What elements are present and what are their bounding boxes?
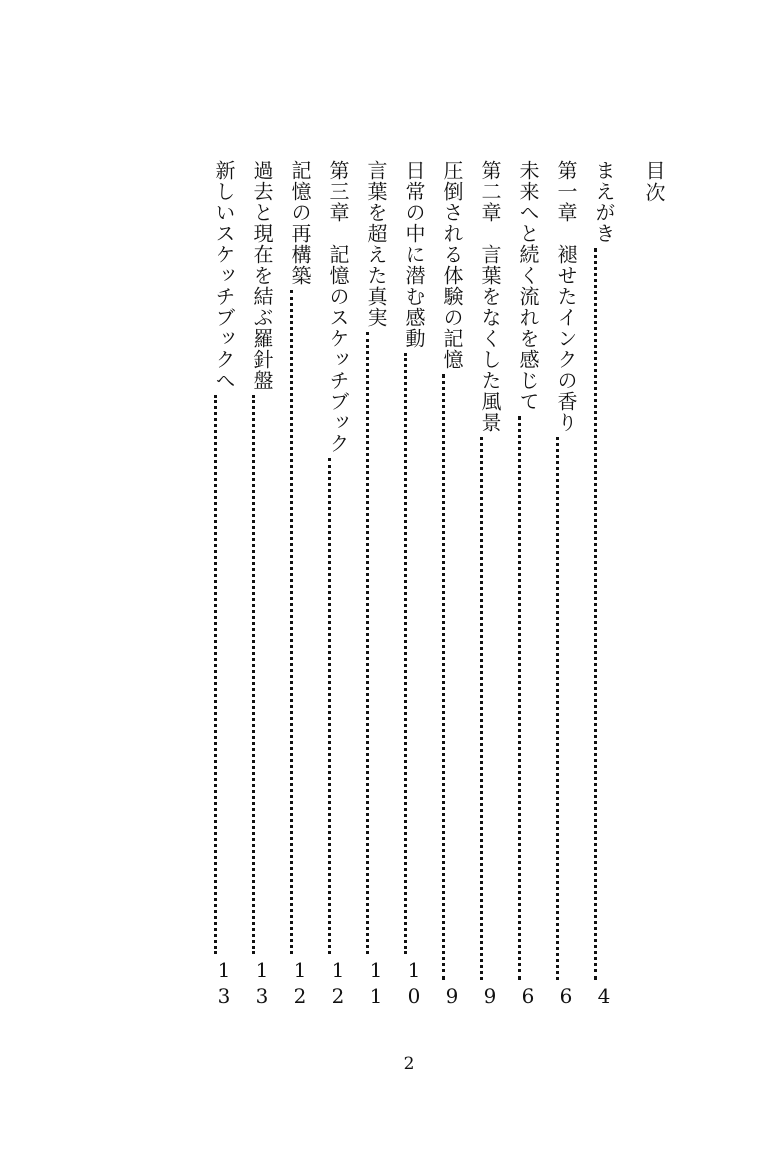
toc-dot-leader	[290, 290, 310, 954]
toc-entry-title: 日常の中に潜む感動	[402, 160, 426, 349]
toc-dot-leader	[328, 458, 348, 954]
toc-dot-leader	[214, 395, 234, 954]
toc-entry-page: 4	[592, 984, 616, 1010]
toc-entry	[556, 160, 576, 1010]
toc-entry-page: 11	[364, 958, 388, 1010]
toc-entry-title: 第一章 褪せたインクの香り	[554, 160, 578, 433]
toc-entry	[442, 160, 462, 1010]
table-of-contents	[196, 160, 664, 1010]
toc-dot-leader	[556, 437, 576, 980]
toc-entry	[252, 160, 272, 1010]
toc-entry	[480, 160, 500, 1010]
toc-entry-page: 6	[516, 984, 540, 1010]
toc-entry-title: まえがき	[592, 160, 616, 244]
toc-entry-page: 10	[402, 958, 426, 1010]
toc-entry	[594, 160, 614, 1010]
toc-entry	[214, 160, 234, 1010]
toc-dot-leader	[252, 395, 272, 954]
toc-dot-leader	[594, 248, 614, 980]
page-number: 2	[403, 1054, 415, 1074]
toc-entry-title: 未来へと続く流れを感じて	[516, 160, 540, 412]
toc-dot-leader	[518, 416, 538, 980]
toc-dot-leader	[366, 332, 386, 954]
toc-entry	[328, 160, 348, 1010]
toc-entry-title: 言葉を超えた真実	[364, 160, 388, 328]
toc-entry-title: 第三章 記憶のスケッチブック	[326, 160, 350, 454]
toc-dot-leader	[442, 374, 462, 980]
toc-entry-page: 9	[440, 984, 464, 1010]
toc-entry	[404, 160, 424, 1010]
toc-entry-page: 13	[212, 958, 236, 1010]
toc-dot-leader	[404, 353, 424, 954]
toc-entry-page: 12	[326, 958, 350, 1010]
toc-entry-title: 新しいスケッチブックへ	[212, 160, 236, 391]
toc-dot-leader	[480, 437, 500, 980]
toc-entry-title: 過去と現在を結ぶ羅針盤	[250, 160, 274, 391]
toc-entry-page: 6	[554, 984, 578, 1010]
toc-entry-page: 13	[250, 958, 274, 1010]
toc-heading: 目次	[642, 160, 666, 204]
toc-entry	[518, 160, 538, 1010]
toc-entry-title: 第二章 言葉をなくした風景	[478, 160, 502, 433]
toc-entry-page: 9	[478, 984, 502, 1010]
toc-entry-title: 記憶の再構築	[288, 160, 312, 286]
toc-entry	[290, 160, 310, 1010]
toc-entry-page: 12	[288, 958, 312, 1010]
toc-entry-title: 圧倒される体験の記憶	[440, 160, 464, 370]
toc-entry	[366, 160, 386, 1010]
